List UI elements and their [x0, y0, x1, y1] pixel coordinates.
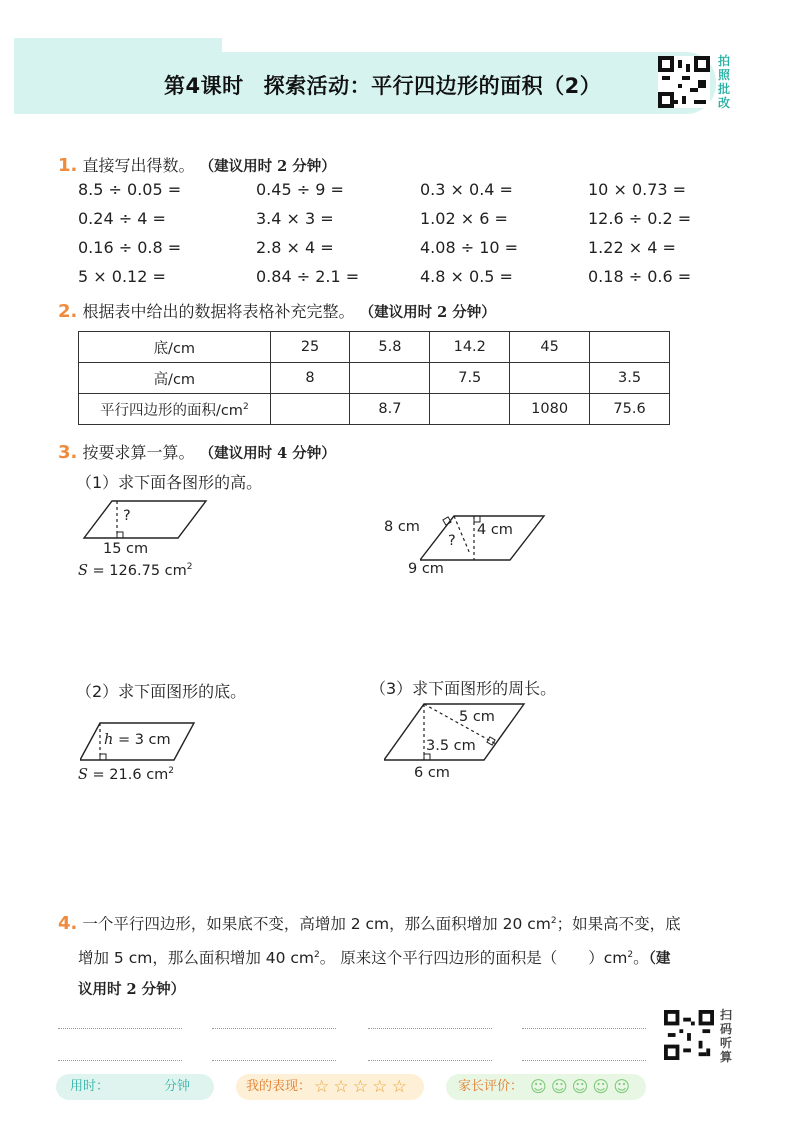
exercise-item: 5 × 0.12 =: [78, 267, 166, 286]
unknown-height-label: ?: [123, 508, 131, 524]
exercise-item: 0.24 ÷ 4 =: [78, 209, 166, 228]
data-table: [78, 331, 670, 425]
question-text: 根据表中给出的数据将表格补充完整。: [82, 302, 355, 321]
question-number: 4.: [58, 913, 78, 935]
height-label: 4 cm: [477, 522, 513, 538]
table-cell: 14.2: [430, 332, 510, 363]
smiley-icon[interactable]: ☺: [550, 1077, 568, 1096]
height-label: h = 3 cm: [104, 732, 171, 748]
table-cell-blank[interactable]: [270, 394, 350, 425]
answer-line[interactable]: [522, 1028, 646, 1029]
answer-line[interactable]: [212, 1060, 336, 1061]
star-icon[interactable]: ☆: [333, 1077, 349, 1097]
qr-side-label: 扫 码 听 算: [719, 1008, 732, 1064]
row-header: 底/cm: [79, 332, 271, 363]
table-cell-blank[interactable]: [430, 394, 510, 425]
page-title: [164, 70, 601, 100]
parent-evaluation-box: [446, 1074, 646, 1100]
question-2-heading: [58, 299, 496, 322]
smiley-icon[interactable]: ☺: [592, 1077, 610, 1096]
table-cell: 45: [510, 332, 590, 363]
table-cell: 5.8: [350, 332, 430, 363]
time-used-box[interactable]: [56, 1074, 214, 1100]
time-hint: 议用时 2 分钟）: [78, 981, 186, 999]
star-icon[interactable]: ☆: [372, 1077, 388, 1097]
base-label: 9 cm: [408, 561, 444, 577]
q3-part2-label: （2）求下面图形的底。: [76, 682, 247, 701]
table-cell: 75.6: [590, 394, 670, 425]
exercise-item: 3.4 × 3 =: [256, 209, 334, 228]
question-number: 1.: [58, 155, 78, 176]
time-hint: （建议用时 2 分钟）: [359, 304, 496, 321]
time-hint: （建议用时 2 分钟）: [199, 158, 336, 175]
exercise-item: 1.22 × 4 =: [588, 238, 676, 257]
table-cell: 1080: [510, 394, 590, 425]
self-evaluation-box: [236, 1074, 424, 1100]
row-header: 平行四边形的面积$/cm^2$: [79, 394, 271, 425]
table-cell-blank[interactable]: [590, 332, 670, 363]
question-4: 4. 一个平行四边形，如果底不变，高增加 2 cm，那么面积增加 20 $cm^2$；如果高不变，底 增加 5 cm，那么面积增加 40 $cm^2$。 原来这个平行四边形的面积是（ ）$cm^2$。（建 议用时 2 分钟）: [58, 913, 681, 999]
row-header: 高/cm: [79, 363, 271, 394]
exercise-item: 2.8 × 4 =: [256, 238, 334, 257]
star-icon[interactable]: ☆: [352, 1077, 369, 1097]
q3-part1-label: （1）求下面各图形的高。: [76, 473, 263, 492]
star-icon[interactable]: ☆: [391, 1077, 407, 1097]
question-3-heading: [58, 440, 336, 463]
question-text: 直接写出得数。: [82, 156, 195, 175]
answer-line[interactable]: [522, 1060, 646, 1061]
qr-pattern-icon: [658, 56, 710, 108]
table-cell: 3.5: [590, 363, 670, 394]
lesson-topic: 探索活动：平行四边形的面积（2）: [263, 74, 602, 98]
parallelogram-figure-b: [420, 510, 550, 566]
time-label: 用时：: [70, 1079, 110, 1094]
exercise-item: 0.18 ÷ 0.6 =: [588, 267, 692, 286]
smiley-icon[interactable]: ☺: [613, 1077, 630, 1096]
smiley-icon[interactable]: ☺: [571, 1077, 589, 1096]
exercise-item: 0.45 ÷ 9 =: [256, 180, 344, 199]
table-row: [79, 332, 670, 363]
qr-pattern-icon: [664, 1010, 714, 1060]
table-cell: 8.7: [350, 394, 430, 425]
base-label: 6 cm: [414, 765, 450, 781]
q3-part3-label: （3）求下面图形的周长。: [370, 679, 557, 698]
height-label: 3.5 cm: [426, 738, 476, 754]
unknown-height-label: ?: [448, 533, 456, 549]
base-label: 15 cm: [103, 541, 149, 557]
lesson-number: 第4课时: [164, 74, 244, 98]
exercise-item: 0.3 × 0.4 =: [420, 180, 513, 199]
parallelogram-figure-d: [384, 700, 529, 764]
answer-blank[interactable]: 。 原来这个平行四边形的面积是（ ）cm: [319, 949, 628, 968]
q1-exercise-grid: [78, 180, 718, 296]
qr-side-label: 拍 照 批 改: [717, 54, 730, 110]
answer-line[interactable]: [58, 1060, 182, 1061]
star-icon[interactable]: ☆: [314, 1077, 330, 1097]
table-cell-blank[interactable]: [350, 363, 430, 394]
table-cell-blank[interactable]: [510, 363, 590, 394]
table-cell: 7.5: [430, 363, 510, 394]
exercise-item: 4.8 × 0.5 =: [420, 267, 513, 286]
answer-line[interactable]: [58, 1028, 182, 1029]
question-number: 3.: [58, 442, 78, 463]
exercise-item: 8.5 ÷ 0.05 =: [78, 180, 182, 199]
side-length-label: 5 cm: [459, 709, 495, 725]
side-length-label: 8 cm: [384, 519, 420, 535]
parallelogram-figure-a: [80, 496, 210, 546]
exercise-item: 10 × 0.73 =: [588, 180, 687, 199]
time-hint: （建议用时 4 分钟）: [199, 445, 336, 462]
qr-code-photo-grading[interactable]: [658, 56, 710, 108]
answer-line[interactable]: [212, 1028, 336, 1029]
table-cell: 8: [270, 363, 350, 394]
table-row: [79, 394, 670, 425]
exercise-item: 12.6 ÷ 0.2 =: [588, 209, 692, 228]
exercise-item: 0.16 ÷ 0.8 =: [78, 238, 182, 257]
answer-line[interactable]: [368, 1028, 492, 1029]
question-number: 2.: [58, 301, 78, 322]
area-label: S = 21.6 $cm^2$: [78, 766, 175, 783]
question-text: 按要求算一算。: [82, 443, 195, 462]
exercise-item: 1.02 × 6 =: [420, 209, 508, 228]
area-label: S = 126.75 $cm^2$: [78, 562, 193, 579]
time-unit: 分钟: [164, 1079, 191, 1094]
answer-line[interactable]: [368, 1060, 492, 1061]
qr-code-listen[interactable]: [664, 1010, 714, 1060]
exercise-item: 4.08 ÷ 10 =: [420, 238, 519, 257]
question-1-heading: [58, 153, 336, 176]
parent-label: 家长评价：: [458, 1079, 524, 1094]
exercise-item: 0.84 ÷ 2.1 =: [256, 267, 360, 286]
performance-label: 我的表现：: [246, 1079, 312, 1094]
smiley-icon[interactable]: ☺: [530, 1077, 547, 1096]
table-cell: 25: [270, 332, 350, 363]
table-row: [79, 363, 670, 394]
